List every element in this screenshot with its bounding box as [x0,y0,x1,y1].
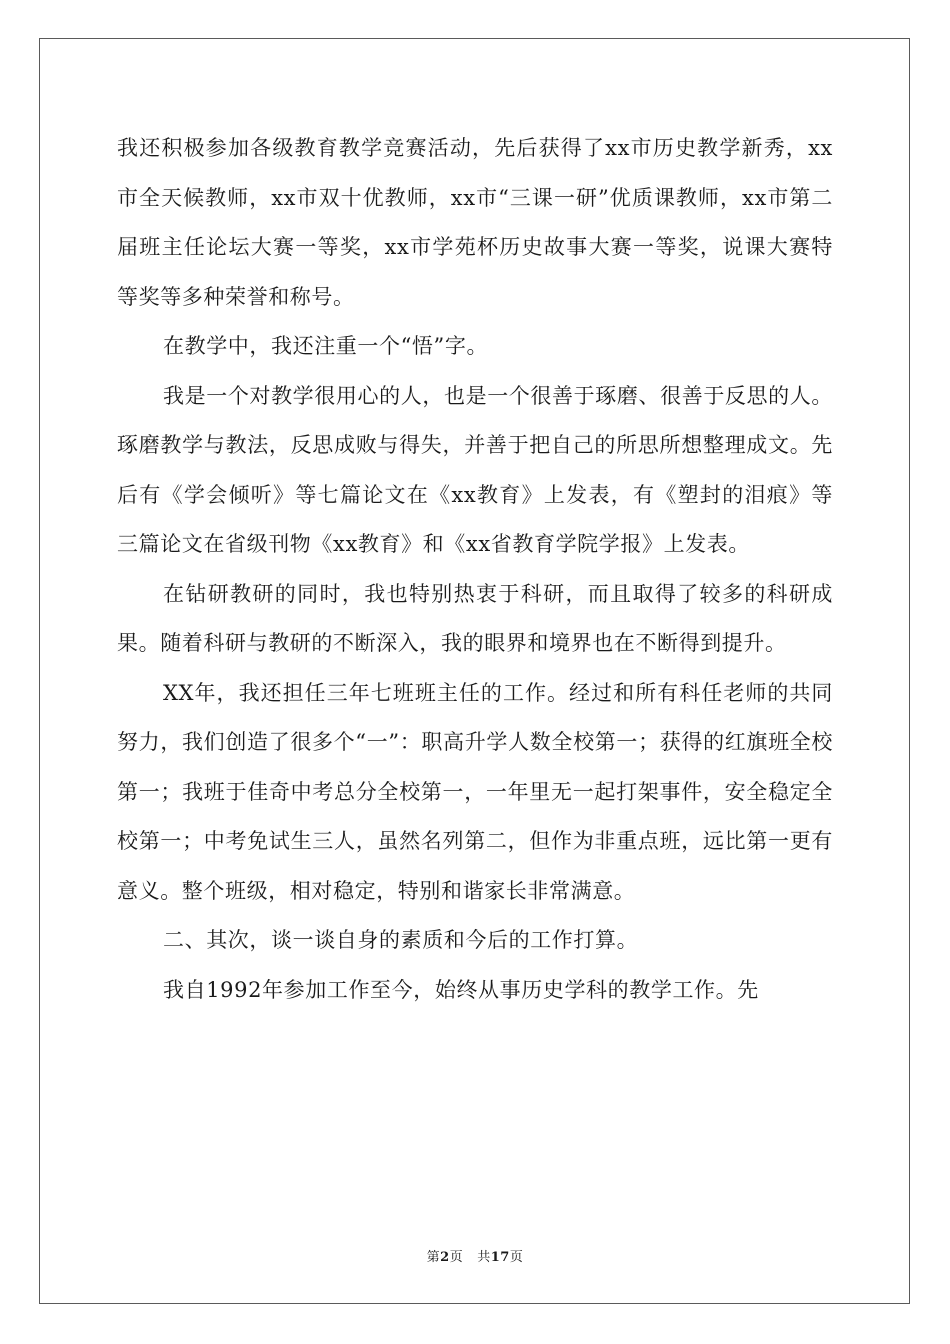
page-footer [0,1246,950,1265]
total-pages: 17 [490,1250,510,1265]
total-prefix: 共 [477,1250,491,1265]
paragraph-2: 在教学中，我还注重一个“悟”字。 [163,334,489,358]
page-prefix: 第 [426,1250,441,1265]
paragraph-7: 我自1992年参加工作至今，始终从事历史学科的教学工作。先 [163,977,759,1002]
paragraph-6: 二、其次，谈一谈自身的素质和今后的工作打算。 [163,928,639,952]
document-body [117,124,833,1015]
total-suffix: 页 [509,1250,524,1265]
paragraph-3: 我是一个对教学很用心的人，也是一个很善于琢磨、很善于反思的人。琢磨教学与教法，反思成败与得失，并善于把自己的所思所想整理成文。先后有《学会倾听》等七篇论文在《xx教育》上发表，有《塑封的泪痕》等三篇论文在省级刊物《xx教育》和《xx省教育学院学报》上发表。 [117,383,833,556]
paragraph-1: 我还积极参加各级教育教学竞赛活动，先后获得了xx市历史教学新秀，xx市全天候教师，xx市双十优教师，xx市“三课一研”优质课教师，xx市第二届班主任论坛大赛一等奖，xx市学苑杯历史故事大赛一等奖，说课大赛特等奖等多种荣誉和称号。 [117,136,833,309]
paragraph-5: XX年，我还担任三年七班班主任的工作。经过和所有科任老师的共同努力，我们创造了很多个“一”：职高升学人数全校第一；获得的红旗班全校第一；我班于佳奇中考总分全校第一，一年里无一起打架事件，安全稳定全校第一；中考免试生三人，虽然名列第二，但作为非重点班，远比第一更有意义。整个班级，相对稳定，特别和谐家长非常满意。 [117,680,833,903]
page-suffix: 页 [449,1250,464,1265]
page-number: 2 [440,1250,450,1265]
paragraph-4: 在钻研教研的同时，我也特别热衷于科研，而且取得了较多的科研成果。随着科研与教研的不断深入，我的眼界和境界也在不断得到提升。 [117,581,833,655]
